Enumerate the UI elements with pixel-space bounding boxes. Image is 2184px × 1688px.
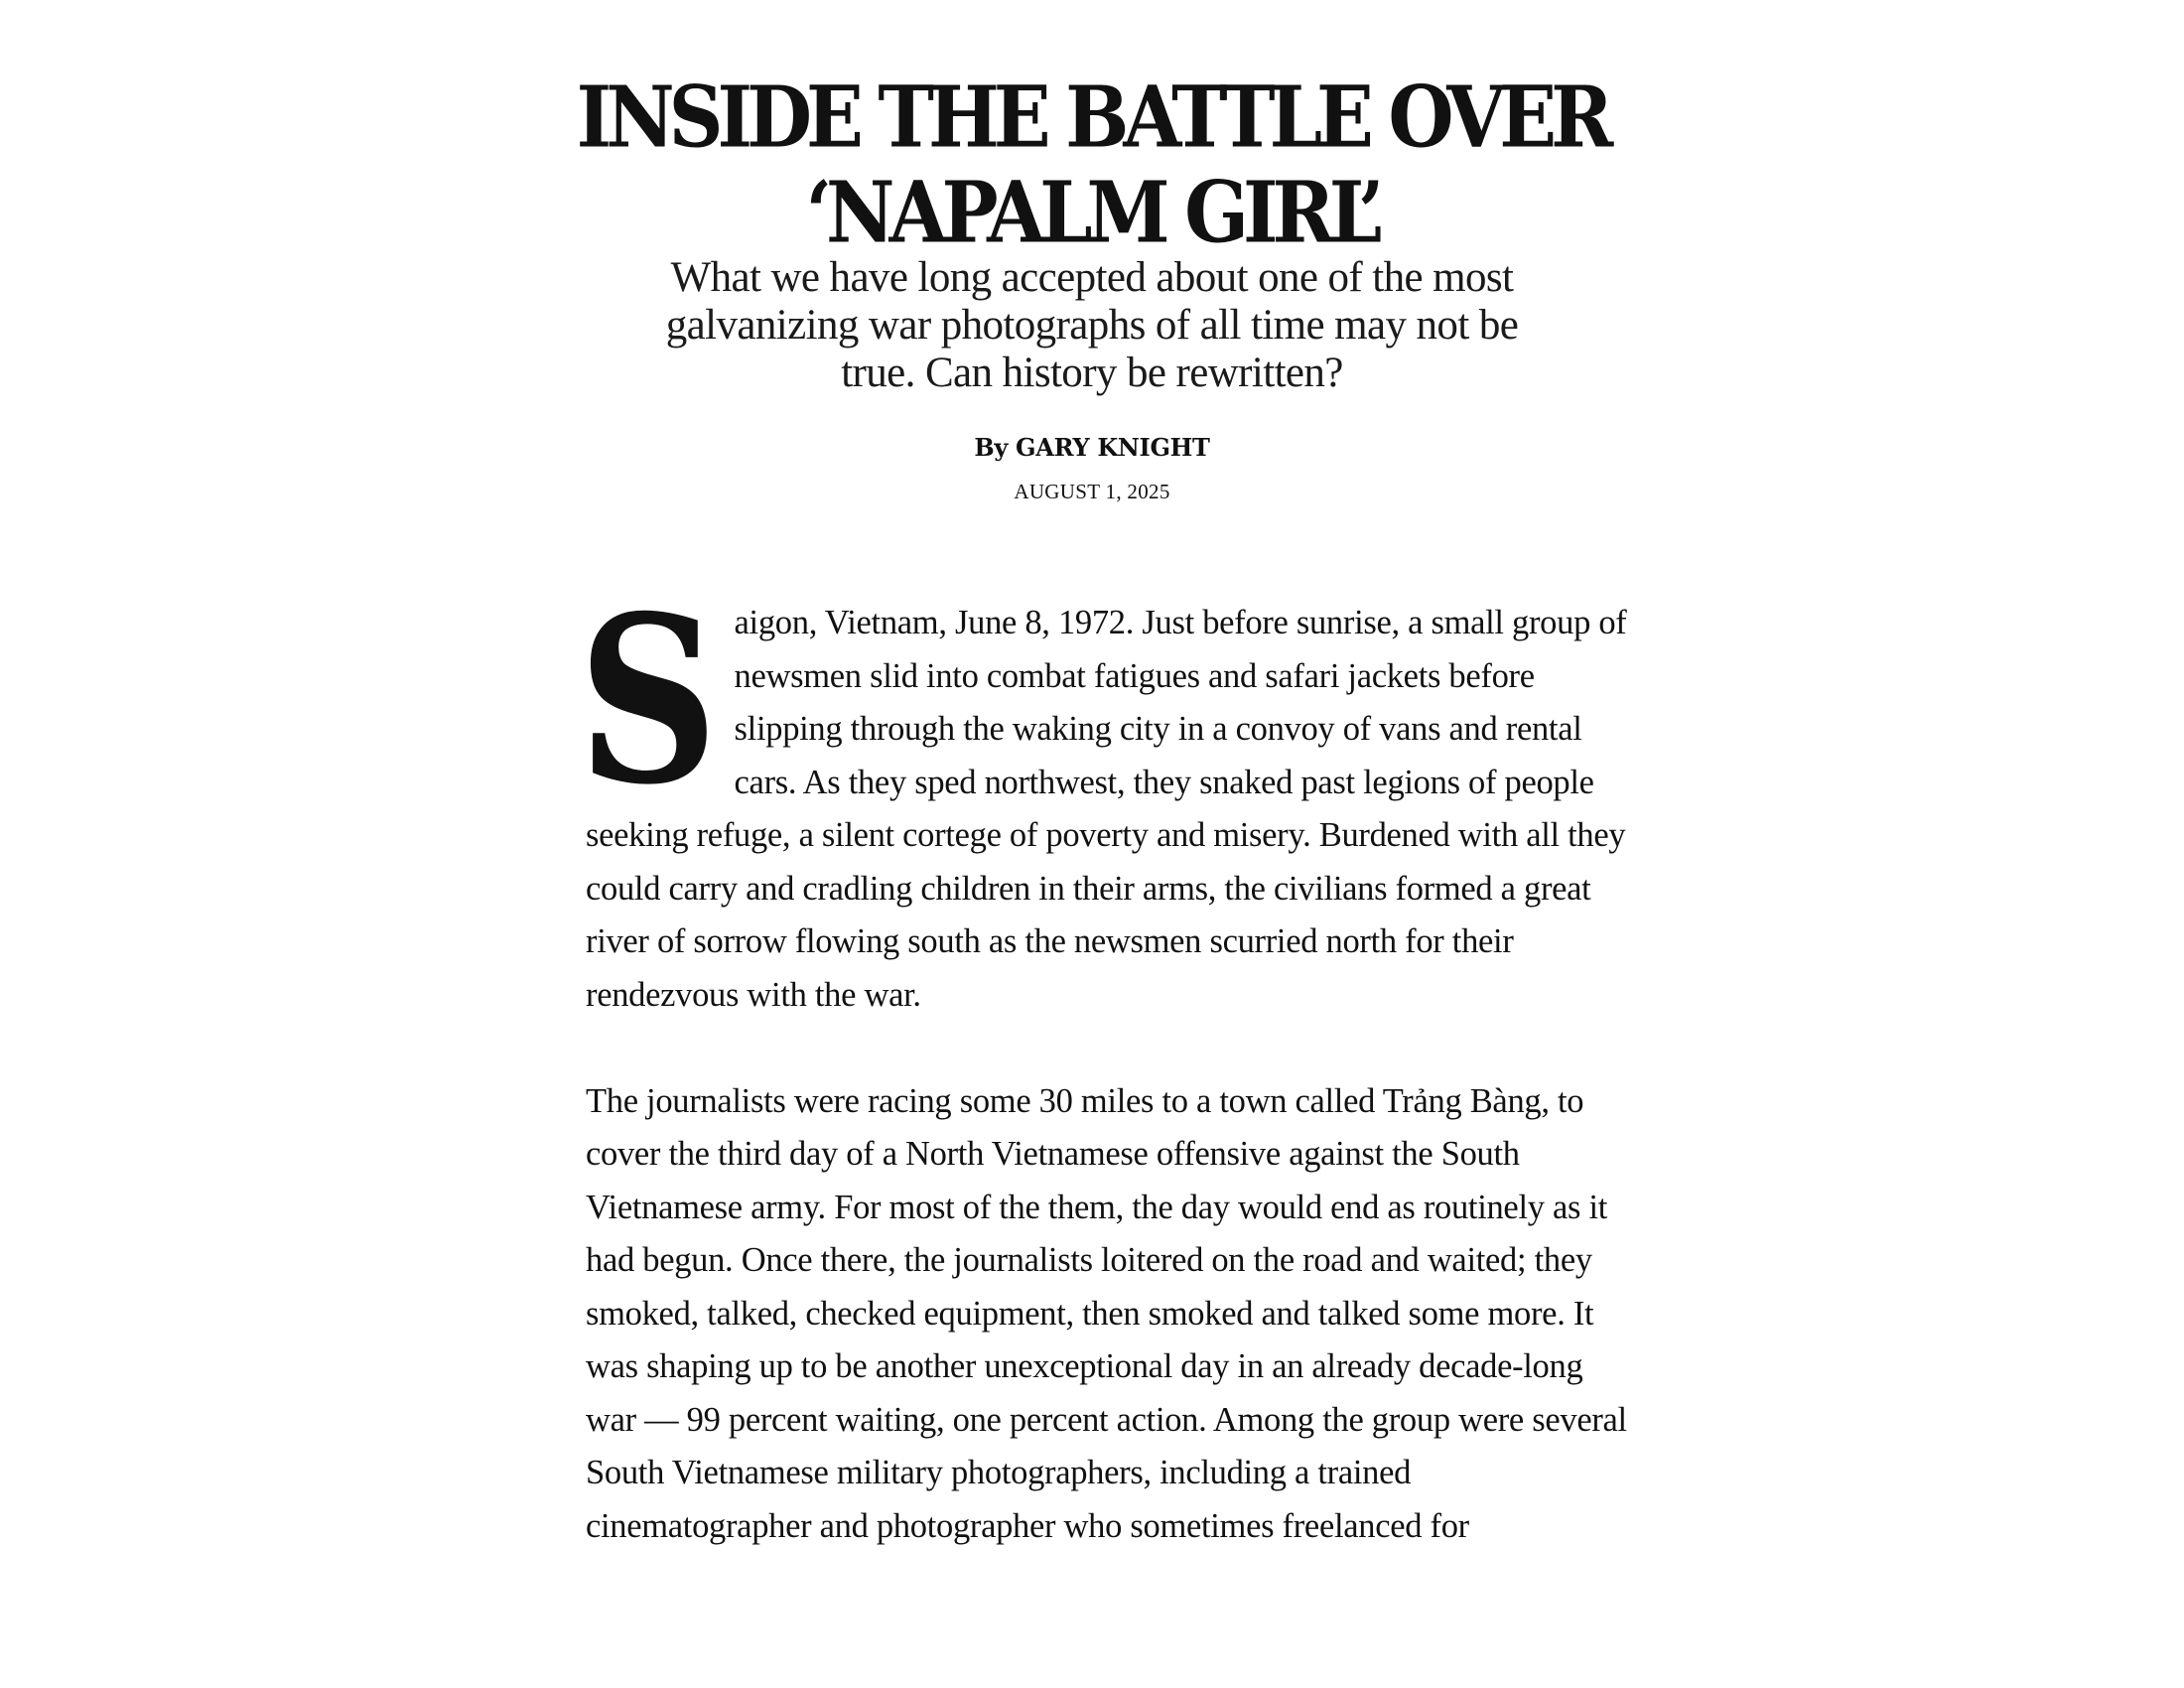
- paragraph-2: The journalists were racing some 30 miles to a town called Trảng Bàng, to cover the third day of a North Vietnamese offensive against the South Vietnamese army. For most of the them, the day would end as routinely as it had begun. Once there, the journalists loitered on the road and waited; they smoked, talked, checked equipment, then smoked and talked some more. It was shaping up to be another unexceptional day in an already decade-long war — 99 percent waiting, one percent action. Among the group were several South Vietnamese military photographers, including a trained cinematographer and photographer who sometimes freelanced for: [586, 1081, 1627, 1545]
- paragraph-1-text: aigon, Vietnam, June 8, 1972. Just before sunrise, a small group of newsmen slid into combat fatigues and safari jackets before slipping through the waking city in a convoy of vans and rental cars. As they sped northwest, they snaked past legions of people seeking refuge, a silent cortege of poverty and misery. Burdened with all they could carry and cradling children in their arms, the civilians formed a great river of sorrow flowing south as the newsmen scurried north for their rendezvous with the war.: [586, 604, 1627, 1014]
- drop-cap: S: [578, 566, 715, 836]
- publish-date: AUGUST 1, 2025: [1014, 480, 1170, 503]
- article-header: [0, 67, 2184, 504]
- headline: [0, 67, 2184, 262]
- article-body: [578, 566, 1628, 1607]
- subheadline: What we have long accepted about one of the most galvanizing war photographs of all time may not be true. Can history be rewritten?: [665, 254, 1519, 396]
- headline-line-2: ‘NAPALM GIRL’: [805, 163, 1379, 262]
- headline-line-1: INSIDE THE BATTLE OVER: [576, 67, 1608, 167]
- paragraph-1: [578, 566, 1628, 1022]
- byline: By GARY KNIGHT: [974, 433, 1210, 462]
